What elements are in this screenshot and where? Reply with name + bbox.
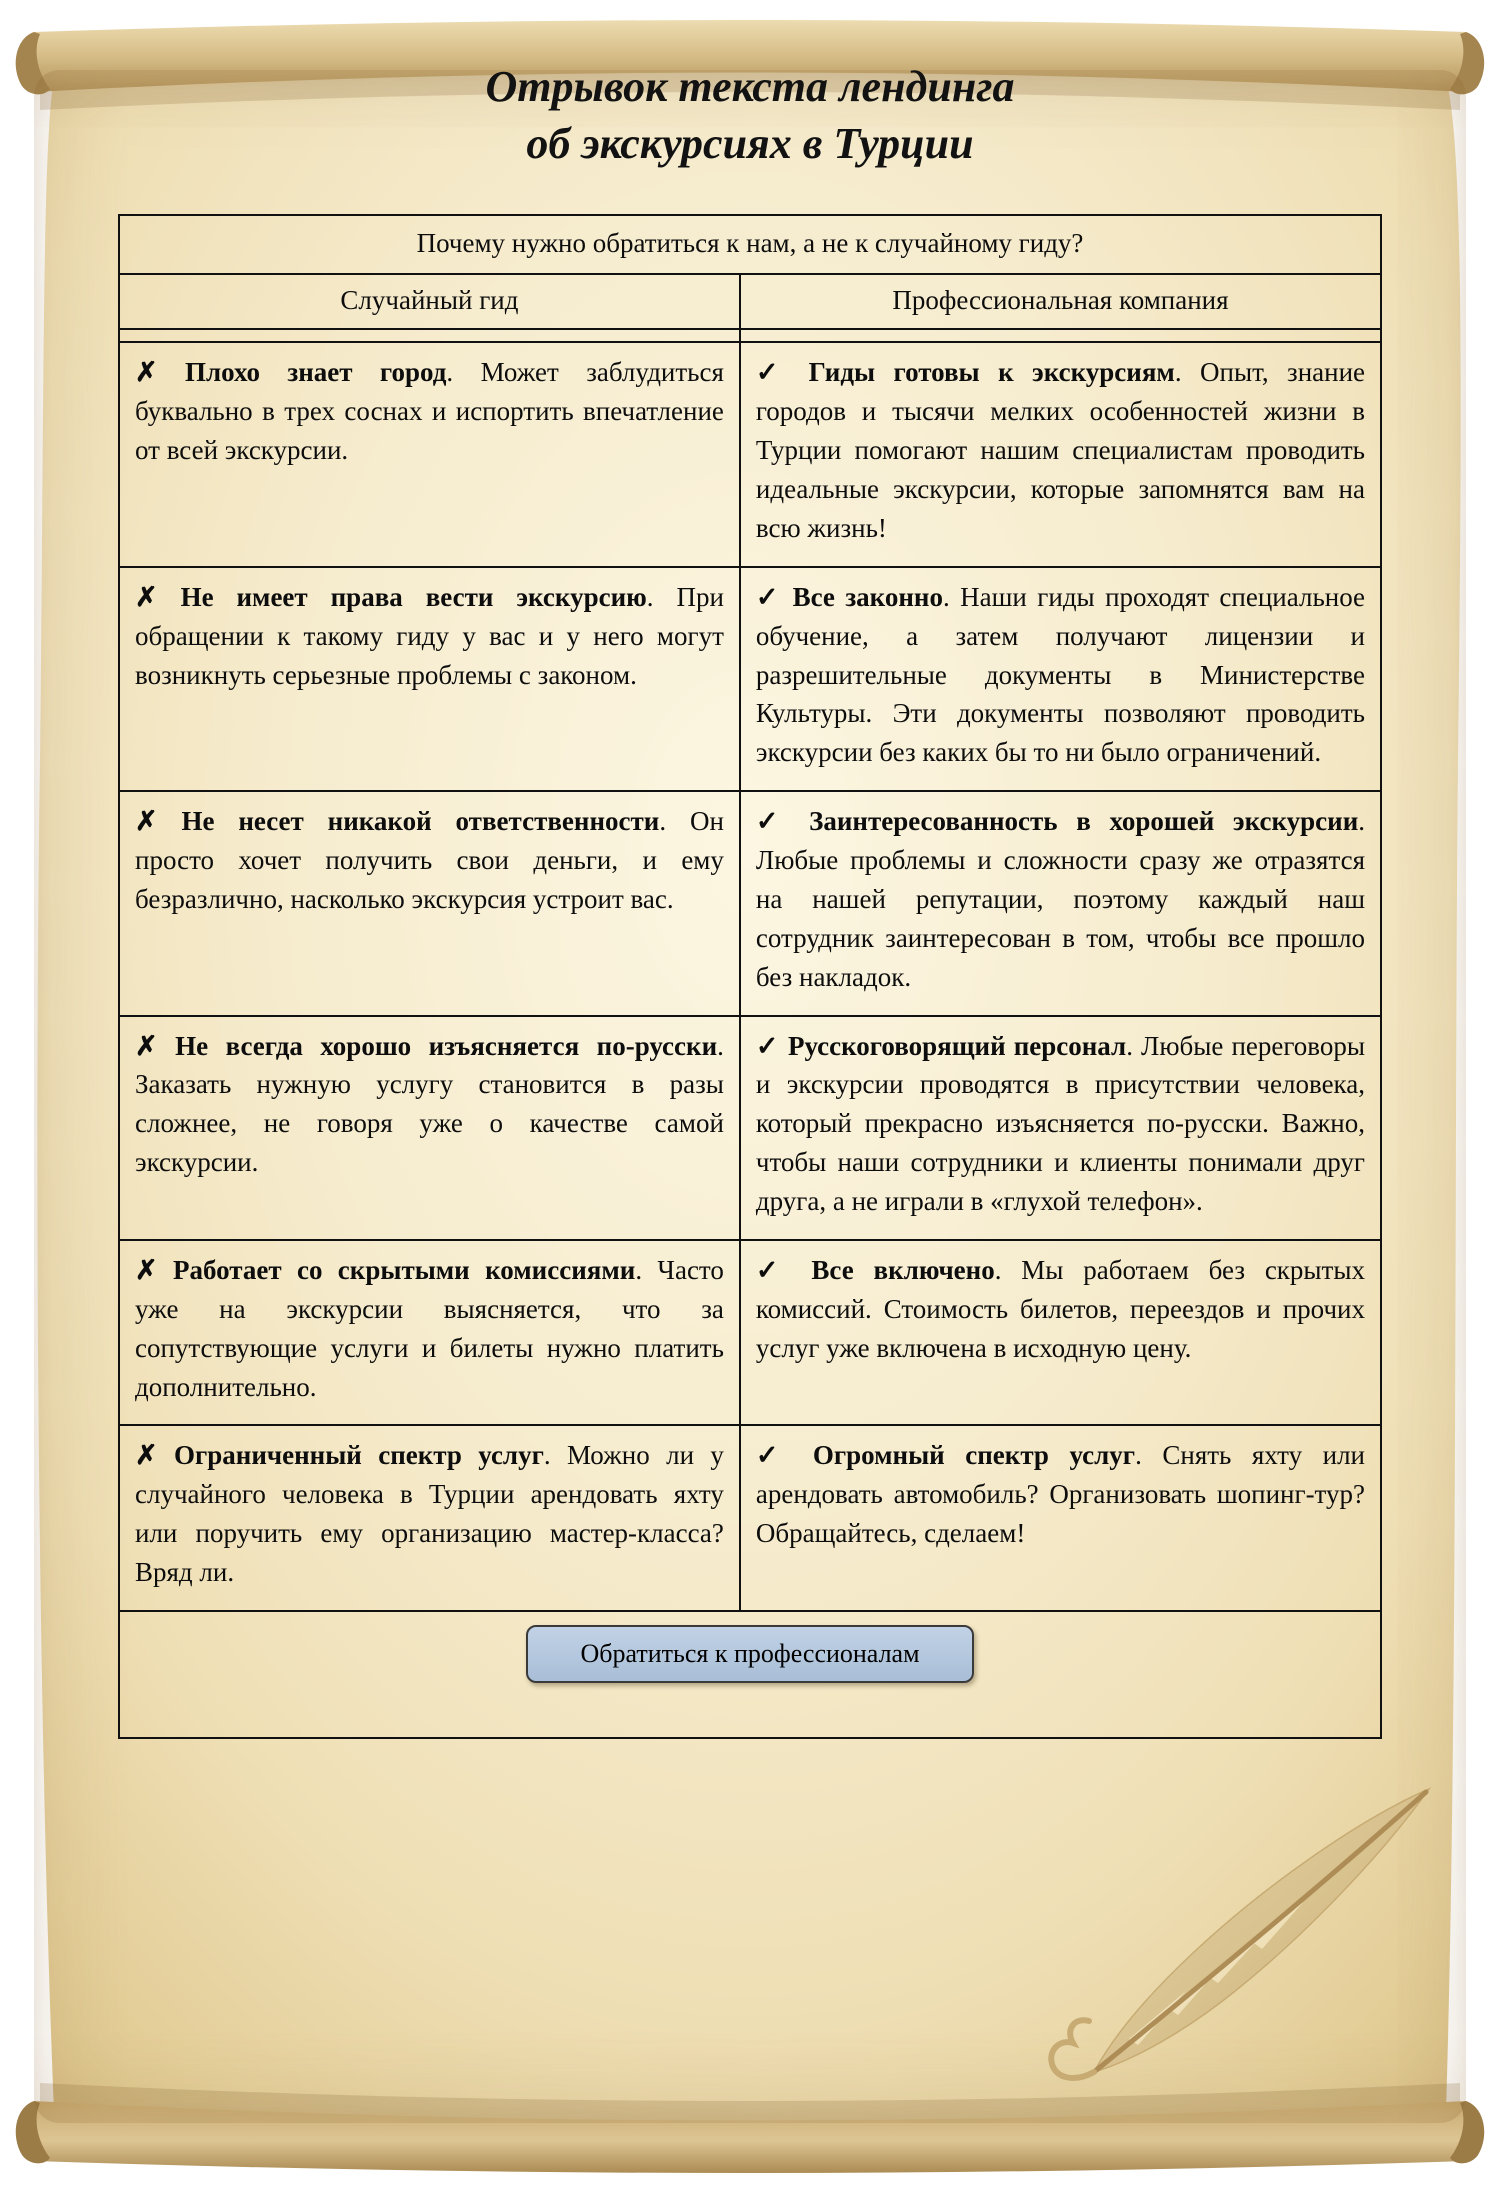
check-icon: ✓ (755, 1030, 780, 1061)
page-title-line2: об экскурсиях в Турции (526, 119, 974, 169)
table-row (119, 567, 1381, 791)
spacer-row (119, 329, 1381, 342)
point-text: . Любые проблемы и сложности сразу же отразятся на нашей репутации, поэтому каждый наш сотрудник заинтересован в том, чтобы все прошло без накладок. (755, 806, 1365, 992)
column-header-random-guide: Случайный гид (119, 274, 740, 329)
spacer-cell (740, 329, 1381, 342)
cross-icon: ✗ (135, 1254, 158, 1285)
cta-cell (119, 1611, 1381, 1738)
point-title: Не имеет права вести экскурсию (180, 581, 647, 612)
check-icon: ✓ (755, 581, 783, 612)
cross-icon: ✗ (135, 1030, 158, 1061)
table-question-header: Почему нужно обратиться к нам, а не к случайному гиду? (119, 215, 1381, 274)
page-title-line1: Отрывок текста лендинга (485, 62, 1015, 111)
comparison-table (118, 214, 1382, 1739)
point-title: Плохо знает город (185, 357, 447, 388)
point-title: Все законно (792, 581, 943, 612)
point-title: Не всегда хорошо изъясняется по-русски (175, 1030, 718, 1061)
cross-icon: ✗ (135, 581, 158, 612)
point-text: . При обращении к такому гиду у вас и у него могут возникнуть серьезные проблемы с законом. (135, 581, 724, 690)
column-header-row (119, 274, 1381, 329)
professional-company-cell (740, 567, 1381, 791)
point-text: . Снять яхту или арендовать автомобиль? Организовать шопинг-тур? Обращайтесь, сделаем! (755, 1440, 1365, 1549)
random-guide-cell (119, 791, 740, 1015)
point-text: . Он просто хочет получить свои деньги, и ему безразлично, насколько экскурсия устроит вас. (135, 806, 724, 914)
point-title: Заинтересованность в хорошей экскурсии (809, 806, 1359, 837)
point-text: . Наши гиды проходят специальное обучение, а затем получают лицензии и разрешительные документы в Министерстве Культуры. Эти документы позволяют проводить экскурсии без каких бы то ни было ограничений. (755, 581, 1366, 768)
table-row (119, 342, 1381, 566)
question-row (119, 215, 1381, 274)
contact-professionals-button[interactable]: Обратиться к профессионалам (526, 1625, 973, 1683)
random-guide-cell (119, 1016, 740, 1240)
point-title: Не несет никакой ответственности (181, 806, 660, 837)
professional-company-cell (740, 791, 1381, 1015)
check-icon: ✓ (755, 1440, 793, 1471)
random-guide-cell (119, 567, 740, 791)
cta-row (119, 1611, 1381, 1738)
professional-company-cell (740, 1016, 1381, 1240)
point-text: . Мы работаем без скрытых комиссий. Стоимость билетов, переездов и прочих услуг уже включена в исходную цену. (755, 1254, 1366, 1363)
spacer-cell (119, 329, 740, 342)
point-text: . Можно ли у случайного человека в Турции арендовать яхту или поручить ему организацию мастер-класса? Вряд ли. (135, 1440, 724, 1587)
table-row (119, 1016, 1381, 1240)
cross-icon: ✗ (135, 806, 158, 837)
point-text: . Часто уже на экскурсии выясняется, что за сопутствующие услуги и билеты нужно платить дополнительно. (135, 1254, 724, 1402)
point-text: . Может заблудиться буквально в трех соснах и испортить впечатление от всей экскурсии. (135, 357, 724, 466)
point-text: . Любые переговоры и экскурсии проводятся в присутствии человека, который прекрасно изъясняется по-русски. Важно, чтобы наши сотрудники и клиенты понимали друг друга, а не играли в «глухой телефон». (755, 1030, 1365, 1216)
page-title (0, 58, 1500, 172)
random-guide-cell (119, 1240, 740, 1426)
point-title: Огромный спектр услуг (812, 1440, 1136, 1471)
cross-icon: ✗ (135, 1440, 158, 1471)
point-text: . Опыт, знание городов и тысячи мелких особенностей жизни в Турции помогают нашим специалистам проводить идеальные экскурсии, которые запомнятся вам на всю жизнь! (755, 357, 1366, 543)
point-title: Работает со скрытыми комиссиями (172, 1254, 636, 1285)
random-guide-cell (119, 342, 740, 566)
point-title: Русскоговорящий персонал (787, 1030, 1127, 1061)
point-title: Ограниченный спектр услуг (174, 1440, 544, 1471)
random-guide-cell (119, 1425, 740, 1611)
table-row (119, 1240, 1381, 1426)
point-text: . Заказать нужную услугу становится в разы сложнее, не говоря уже о качестве самой экскурсии. (135, 1030, 724, 1178)
table-row (119, 1425, 1381, 1611)
check-icon: ✓ (755, 357, 791, 388)
professional-company-cell (740, 1425, 1381, 1611)
check-icon: ✓ (755, 1254, 792, 1285)
professional-company-cell (740, 1240, 1381, 1426)
table-row (119, 791, 1381, 1015)
check-icon: ✓ (755, 806, 791, 837)
point-title: Гиды готовы к экскурсиям (808, 357, 1175, 388)
point-title: Все включено (811, 1254, 995, 1285)
column-header-professional-company: Профессиональная компания (740, 274, 1381, 329)
cross-icon: ✗ (135, 357, 158, 388)
professional-company-cell (740, 342, 1381, 566)
quill-feather-decoration (1034, 1777, 1434, 2097)
